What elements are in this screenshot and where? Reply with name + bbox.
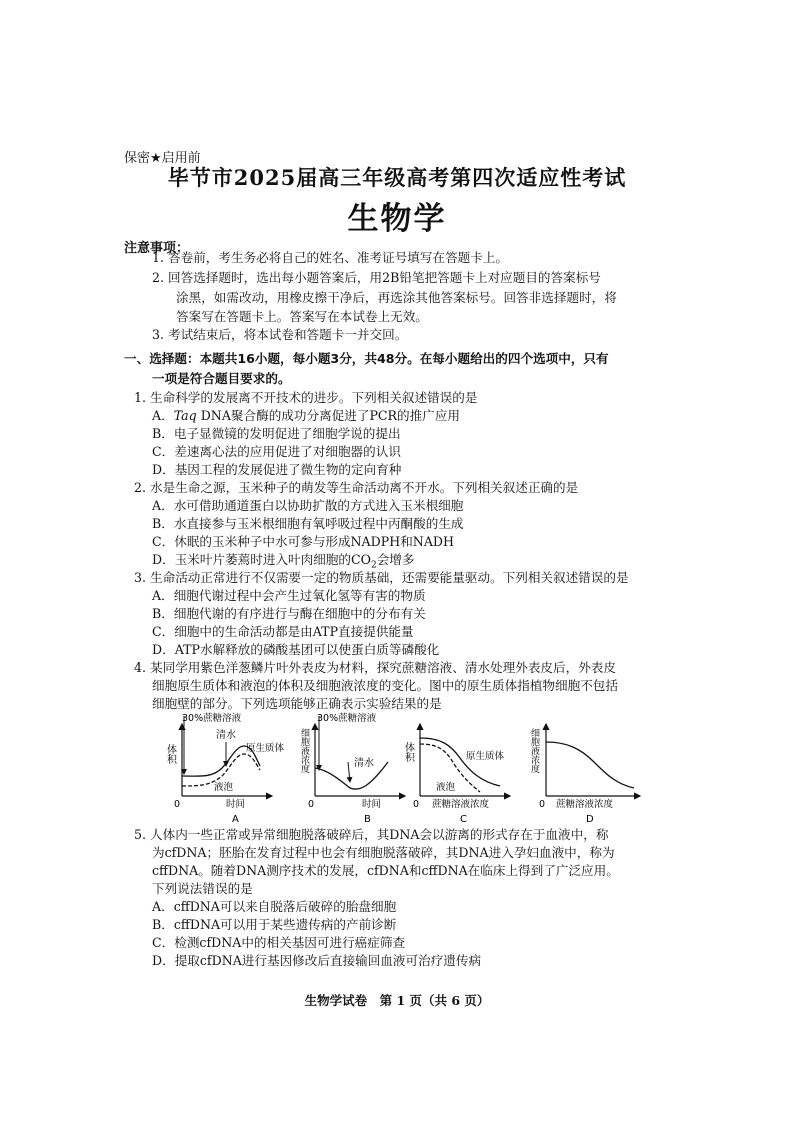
- panel-d-letter: D: [586, 814, 594, 825]
- panel-a-top-label: 30%蔗糖溶液: [182, 713, 242, 724]
- panel-a-origin: 0: [174, 799, 181, 810]
- exam-title: 毕节市2025届高三年级高考第四次适应性考试: [167, 165, 627, 190]
- panel-c-vacuole-label: 液泡: [436, 782, 456, 793]
- panel-a-water-label: 清水: [216, 730, 236, 741]
- q1-option-a: A．Taq DNA聚合酶的成功分离促进了PCR的推广应用: [152, 408, 461, 423]
- panel-b-water-label: 清水: [354, 758, 374, 769]
- q3-option-c: C．细胞中的生命活动都是由ATP直接提供能量: [152, 624, 414, 639]
- panel-a-letter: A: [232, 814, 239, 825]
- q3-option-a: A．细胞代谢过程中会产生过氧化氢等有害的物质: [152, 588, 426, 603]
- panel-c-protoplast-label: 原生质体: [466, 751, 505, 762]
- panel-c: [403, 724, 511, 825]
- note-item: 1. 答卷前，考生务必将自己的姓名、准考证号填写在答题卡上。: [152, 250, 509, 265]
- q5-stem-cont: cffDNA。随着DNA测序技术的发展，cfDNA和cffDNA在临床上得到了广泛应用。: [152, 863, 619, 878]
- q3-option-b: B．细胞代谢的有序进行与酶在细胞中的分布有关: [152, 606, 426, 621]
- panel-b: [299, 712, 405, 825]
- q4-stem-cont: 细胞原生质体和液泡的体积及细胞液浓度的变化。图中的原生质体指植物细胞不包括: [152, 678, 618, 693]
- panel-b-xlabel: 时间: [362, 799, 382, 810]
- panel-b-curve: [315, 762, 388, 789]
- q2-stem: 2. 水是生命之源，玉米种子的萌发等生命活动离不开水。下列相关叙述正确的是: [134, 480, 579, 495]
- panel-a-vacuole-label: 液泡: [214, 782, 234, 793]
- q3-stem: 3. 生命活动正常进行不仅需要一定的物质基础，还需要能量驱动。下列相关叙述错误的是: [134, 570, 629, 585]
- q5-option-b: B．cffDNA可以用于某些遗传病的产前诊断: [152, 917, 397, 932]
- panel-d-curve: [546, 742, 634, 788]
- panel-c-xlabel: 蔗糖溶液浓度: [432, 799, 490, 810]
- page-footer: 生物学试卷 第 1 页（共 6 页）: [304, 993, 490, 1008]
- panel-a: [165, 712, 285, 825]
- q3-option-d: D．ATP水解释放的磷酸基团可以使蛋白质等磷酸化: [152, 642, 440, 657]
- q5-option-d: D．提取cfDNA进行基因修改后直接输回血液可治疗遗传病: [152, 953, 482, 968]
- q1-option-c: C．差速离心法的应用促进了对细胞器的认识: [152, 444, 401, 459]
- q5-option-c: C．检测cfDNA中的相关基因可进行癌症筛查: [152, 935, 406, 950]
- note-item: 涂黑，如需改动，用橡皮擦干净后，再选涂其他答案标号。回答非选择题时，将: [176, 290, 617, 305]
- q2-option-a: A．水可借助通道蛋白以协助扩散的方式进入玉米根细胞: [152, 498, 464, 513]
- subject-title: 生物学: [347, 201, 447, 237]
- q5-stem-cont: 下列说法错误的是: [152, 881, 253, 896]
- panel-c-origin: 0: [413, 799, 420, 810]
- panel-d-ylabel: 细胞液浓度: [529, 728, 539, 773]
- q2-option-d: D．玉米叶片萎蔫时进入叶肉细胞的$CO_2$会增多: [152, 552, 415, 571]
- panel-d-origin: 0: [539, 799, 546, 810]
- panel-b-letter: B: [364, 814, 371, 825]
- note-item: 3. 考试结束后，将本试卷和答题卡一并交回。: [152, 327, 408, 342]
- q5-stem-cont: 为cfDNA；胚胎在发育过程中也会有细胞脱落破碎，其DNA进入孕妇血液中，称为: [152, 845, 615, 860]
- section-heading: 一、选择题：本题共16小题，每小题3分，共48分。在每小题给出的四个选项中，只有: [124, 351, 609, 366]
- panel-b-top-label: 30%蔗糖溶液: [317, 713, 377, 724]
- note-item: 答案写在答题卡上。答案写在本试卷上无效。: [176, 309, 428, 324]
- panel-c-ylabel: 体积: [402, 742, 414, 762]
- section-heading-cont: 一项是符合题目要求的。: [152, 371, 291, 386]
- q1-option-b: B．电子显微镜的发明促进了细胞学说的提出: [152, 426, 401, 441]
- q5-option-a: A．cffDNA可以来自脱落后破碎的胎盘细胞: [152, 899, 397, 914]
- q5-stem: 5. 人体内一些正常或异常细胞脱落破碎后，其DNA会以游离的形式存在于血液中，称: [134, 827, 609, 842]
- q4-figure: [164, 712, 650, 825]
- q2-option-c: C．休眠的玉米种子中水可参与形成NADPH和NADH: [152, 534, 454, 549]
- panel-b-water-arrow: [348, 762, 350, 782]
- panel-a-ylabel: 体积: [164, 744, 176, 764]
- panel-a-protoplast-label: 原生质体: [246, 743, 285, 754]
- panel-c-letter: C: [460, 814, 467, 825]
- note-item: 2. 回答选择题时，选出每小题答案后，用2B铅笔把答题卡上对应题目的答案标号: [152, 270, 601, 285]
- confidential-mark: 保密★启用前: [124, 151, 201, 166]
- panel-b-ylabel: 细胞液浓度: [299, 728, 309, 773]
- q2-option-b: B．水直接参与玉米根细胞有氧呼吸过程中丙酮酸的生成: [152, 516, 464, 531]
- panel-b-origin: 0: [308, 799, 315, 810]
- q4-figure-svg: [164, 712, 650, 825]
- panel-d-xlabel: 蔗糖溶液浓度: [556, 799, 614, 810]
- panel-a-xlabel: 时间: [226, 799, 246, 810]
- q1-stem: 1. 生命科学的发展离不开技术的进步。下列相关叙述错误的是: [134, 390, 478, 405]
- q4-stem-cont: 细胞壁的部分。下列选项能够正确表示实验结果的是: [152, 696, 442, 711]
- notes-heading: 注意事项：: [124, 241, 190, 256]
- q4-stem: 4. 某同学用紫色洋葱鳞片叶外表皮为材料，探究蔗糖溶液、清水处理外表皮后，外表皮: [134, 660, 616, 675]
- q1-option-d: D．基因工程的发展促进了微生物的定向育种: [152, 462, 402, 477]
- panel-d: [529, 724, 640, 825]
